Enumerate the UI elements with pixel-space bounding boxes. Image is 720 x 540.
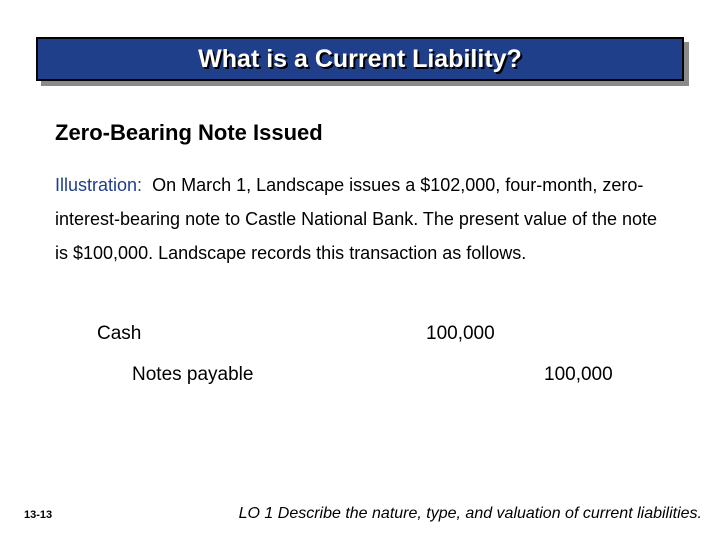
illustration-label: Illustration: [55, 175, 143, 195]
illustration-paragraph [55, 168, 675, 270]
journal-account-cash: Cash [97, 323, 142, 344]
slide-subtitle: Zero-Bearing Note Issued [55, 120, 323, 145]
journal-debit-cash: 100,000 [426, 323, 495, 344]
title-banner [36, 37, 684, 81]
slide-title: What is a Current Liability? [198, 44, 522, 73]
learning-objective: LO 1 Describe the nature, type, and valuation of current liabilities. [238, 505, 702, 522]
illustration-text: On March 1, Landscape issues a $102,000, four-month, zero-interest-bearing note to Castle National Bank. The present value of the note is $100,000. Landscape records this transaction as follows. [55, 175, 658, 263]
journal-account-notes-payable: Notes payable [132, 364, 254, 385]
journal-credit-notes-payable: 100,000 [544, 364, 613, 385]
page-number: 13-13 [24, 509, 53, 521]
